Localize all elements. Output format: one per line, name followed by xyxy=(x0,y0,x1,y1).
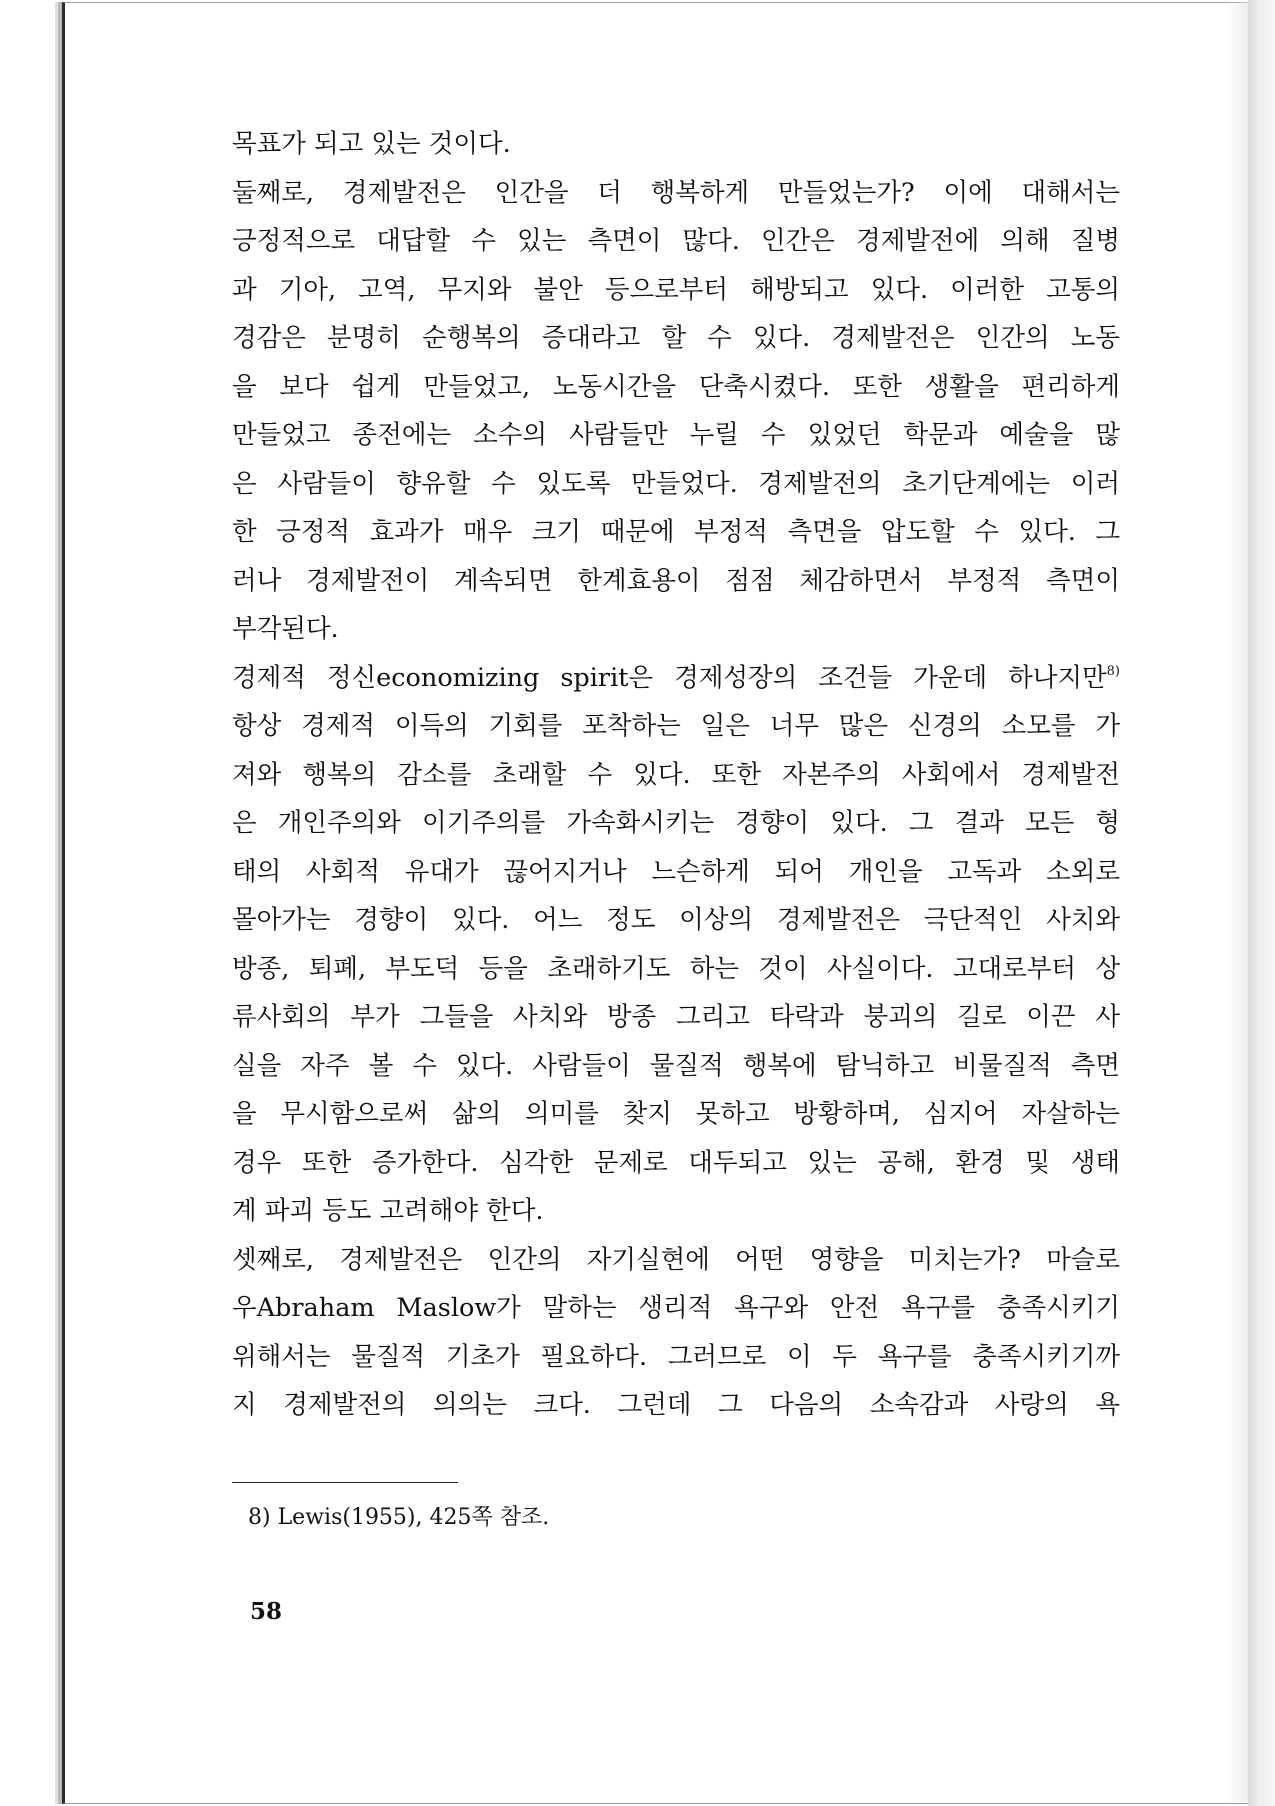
body-line: 만들었고 종전에는 소수의 사람들만 누릴 수 있었던 학문과 예술을 많 xyxy=(232,420,1120,450)
body-line: 태의 사회적 유대가 끊어지거나 느슨하게 되어 개인을 고독과 소외로 xyxy=(232,856,1120,887)
body-line: 경감은 분명히 순행복의 증대라고 할 수 있다. 경제발전은 인간의 노동 xyxy=(232,323,1120,353)
body-line: 부각된다. xyxy=(232,614,339,644)
footnote: 8) Lewis(1955), 425쪽 참조. xyxy=(248,1505,550,1530)
body-line: 목표가 되고 있는 것이다. xyxy=(232,129,511,159)
body-line: 실을 자주 볼 수 있다. 사람들이 물질적 행복에 탐닉하고 비물질적 측면 xyxy=(232,1050,1120,1081)
body-line: 져와 행복의 감소를 초래할 수 있다. 또한 자본주의 사회에서 경제발전 xyxy=(232,759,1120,790)
body-line: 은 개인주의와 이기주의를 가속화시키는 경향이 있다. 그 결과 모든 형 xyxy=(232,808,1120,838)
body-line: 우Abraham Maslow가 말하는 생리적 욕구와 안전 욕구를 충족시키기 xyxy=(232,1293,1120,1323)
page-edge-shadow xyxy=(1226,2,1248,1802)
body-line: 과 기아, 고역, 무지와 불안 등으로부터 해방되고 있다. 이러한 고통의 xyxy=(232,274,1120,305)
body-line: 방종, 퇴폐, 부도덕 등을 초래하기도 하는 것이 사실이다. 고대로부터 상 xyxy=(232,953,1120,984)
body-line: 은 사람들이 향유할 수 있도록 만들었다. 경제발전의 초기단계에는 이러 xyxy=(232,468,1120,499)
body-line-text: 경제적 정신economizing spirit은 경제성장의 조건들 가운데 하나지만 xyxy=(232,662,1107,693)
body-line: 러나 경제발전이 계속되면 한계효용이 점점 체감하면서 부정적 측면이 xyxy=(232,565,1120,596)
body-line: 항상 경제적 이득의 기회를 포착하는 일은 너무 많은 신경의 소모를 가 xyxy=(232,711,1120,741)
body-line-with-footnote xyxy=(232,654,1120,703)
page-number: 58 xyxy=(250,1598,283,1625)
right-margin-strip xyxy=(1248,0,1275,1806)
body-line: 지 경제발전의 의의는 크다. 그런데 그 다음의 소속감과 사랑의 욕 xyxy=(232,1390,1120,1420)
footnote-divider xyxy=(232,1482,458,1483)
body-line: 을 무시함으로써 삶의 의미를 찾지 못하고 방황하며, 심지어 자살하는 xyxy=(232,1099,1120,1129)
body-line: 을 보다 쉽게 만들었고, 노동시간을 단축시켰다. 또한 생활을 편리하게 xyxy=(232,371,1120,402)
body-text xyxy=(232,120,1120,1430)
body-line: 한 긍정적 효과가 매우 크기 때문에 부정적 측면을 압도할 수 있다. 그 xyxy=(232,517,1120,547)
body-line: 계 파괴 등도 고려해야 한다. xyxy=(232,1196,544,1226)
body-line: 경우 또한 증가한다. 심각한 문제로 대두되고 있는 공해, 환경 및 생태 xyxy=(232,1147,1120,1178)
body-line: 둘째로, 경제발전은 인간을 더 행복하게 만들었는가? 이에 대해서는 xyxy=(232,177,1120,208)
body-line: 셋째로, 경제발전은 인간의 자기실현에 어떤 영향을 미치는가? 마슬로 xyxy=(232,1244,1120,1275)
body-line: 류사회의 부가 그들을 사치와 방종 그리고 타락과 붕괴의 길로 이끈 사 xyxy=(232,1002,1120,1032)
body-line: 위해서는 물질적 기초가 필요하다. 그러므로 이 두 욕구를 충족시키기까 xyxy=(232,1341,1120,1372)
footnote-reference: 8) xyxy=(1106,663,1120,679)
body-line: 긍정적으로 대답할 수 있는 측면이 많다. 인간은 경제발전에 의해 질병 xyxy=(232,226,1120,256)
body-line: 몰아가는 경향이 있다. 어느 정도 이상의 경제발전은 극단적인 사치와 xyxy=(232,905,1120,935)
